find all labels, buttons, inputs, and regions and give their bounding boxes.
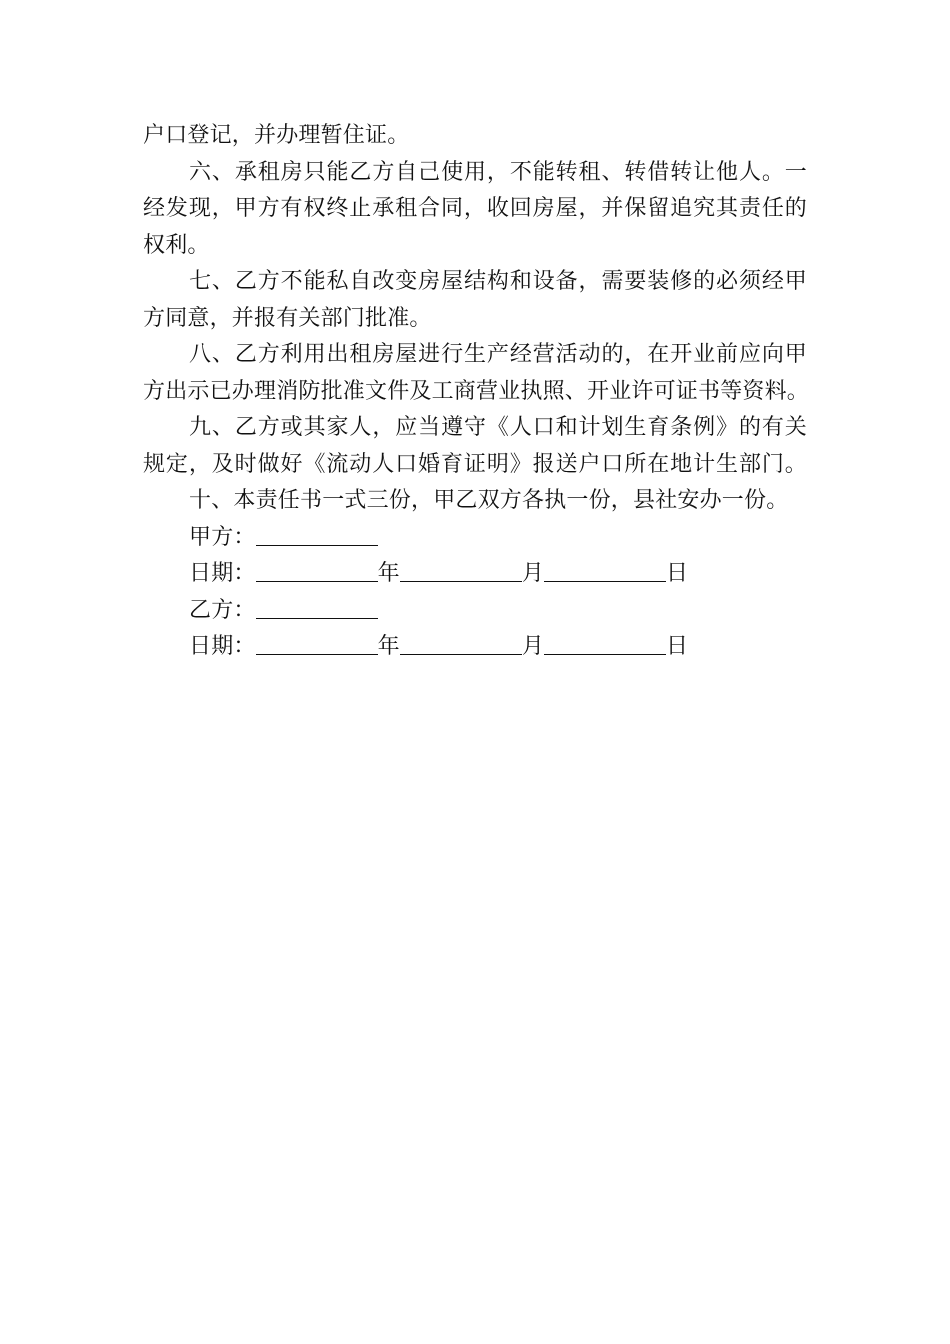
clause-7-line-2: 方同意，并报有关部门批准。 xyxy=(143,305,432,331)
clause-5-tail: 户口登记，并办理暂住证。 xyxy=(143,123,410,148)
party-b-row xyxy=(143,593,807,630)
party-a-label: 甲方： xyxy=(189,524,256,550)
day-label: 日 xyxy=(666,634,689,659)
year-label: 年 xyxy=(377,561,400,586)
year-blank xyxy=(256,632,378,655)
date-label: 日期： xyxy=(189,561,256,586)
month-blank xyxy=(400,632,522,655)
document-page xyxy=(143,118,810,666)
party-b-date-row xyxy=(143,629,807,666)
clause-7-line-1: 七、乙方不能私自改变房屋结构和设备，需要装修的必须经甲 xyxy=(189,269,807,294)
party-a-date-row xyxy=(143,556,807,593)
party-b-label: 乙方： xyxy=(189,597,256,623)
party-a-row xyxy=(143,520,807,557)
month-blank xyxy=(400,559,522,582)
year-blank xyxy=(256,559,378,582)
month-label: 月 xyxy=(521,634,545,659)
clause-10: 十、本责任书一式三份，甲乙双方各执一份，县社安办一份。 xyxy=(189,488,789,513)
clause-9-line-1: 九、乙方或其家人，应当遵守《人口和计划生育条例》的有关 xyxy=(189,415,807,440)
day-blank xyxy=(544,632,666,655)
clause-8-line-1: 八、乙方利用出租房屋进行生产经营活动的，在开业前应向甲 xyxy=(189,342,807,367)
date-label: 日期： xyxy=(189,634,256,659)
clause-8-line-2: 方出示已办理消防批准文件及工商营业执照、开业许可证书等资料。 xyxy=(143,378,810,404)
clause-9-line-2: 规定，及时做好《流动人口婚育证明》报送户口所在地计生部门。 xyxy=(143,451,807,477)
day-blank xyxy=(544,559,666,582)
day-label: 日 xyxy=(666,561,689,586)
year-label: 年 xyxy=(377,634,400,659)
clause-6-line-2: 经发现，甲方有权终止承租合同，收回房屋，并保留追究其责任的 xyxy=(143,196,807,221)
clause-6-line-1: 六、承租房只能乙方自己使用，不能转租、转借转让他人。一 xyxy=(189,159,807,185)
party-a-blank xyxy=(256,523,378,546)
clause-6-line-3: 权利。 xyxy=(143,232,210,258)
month-label: 月 xyxy=(521,561,545,586)
party-b-blank xyxy=(256,596,378,619)
